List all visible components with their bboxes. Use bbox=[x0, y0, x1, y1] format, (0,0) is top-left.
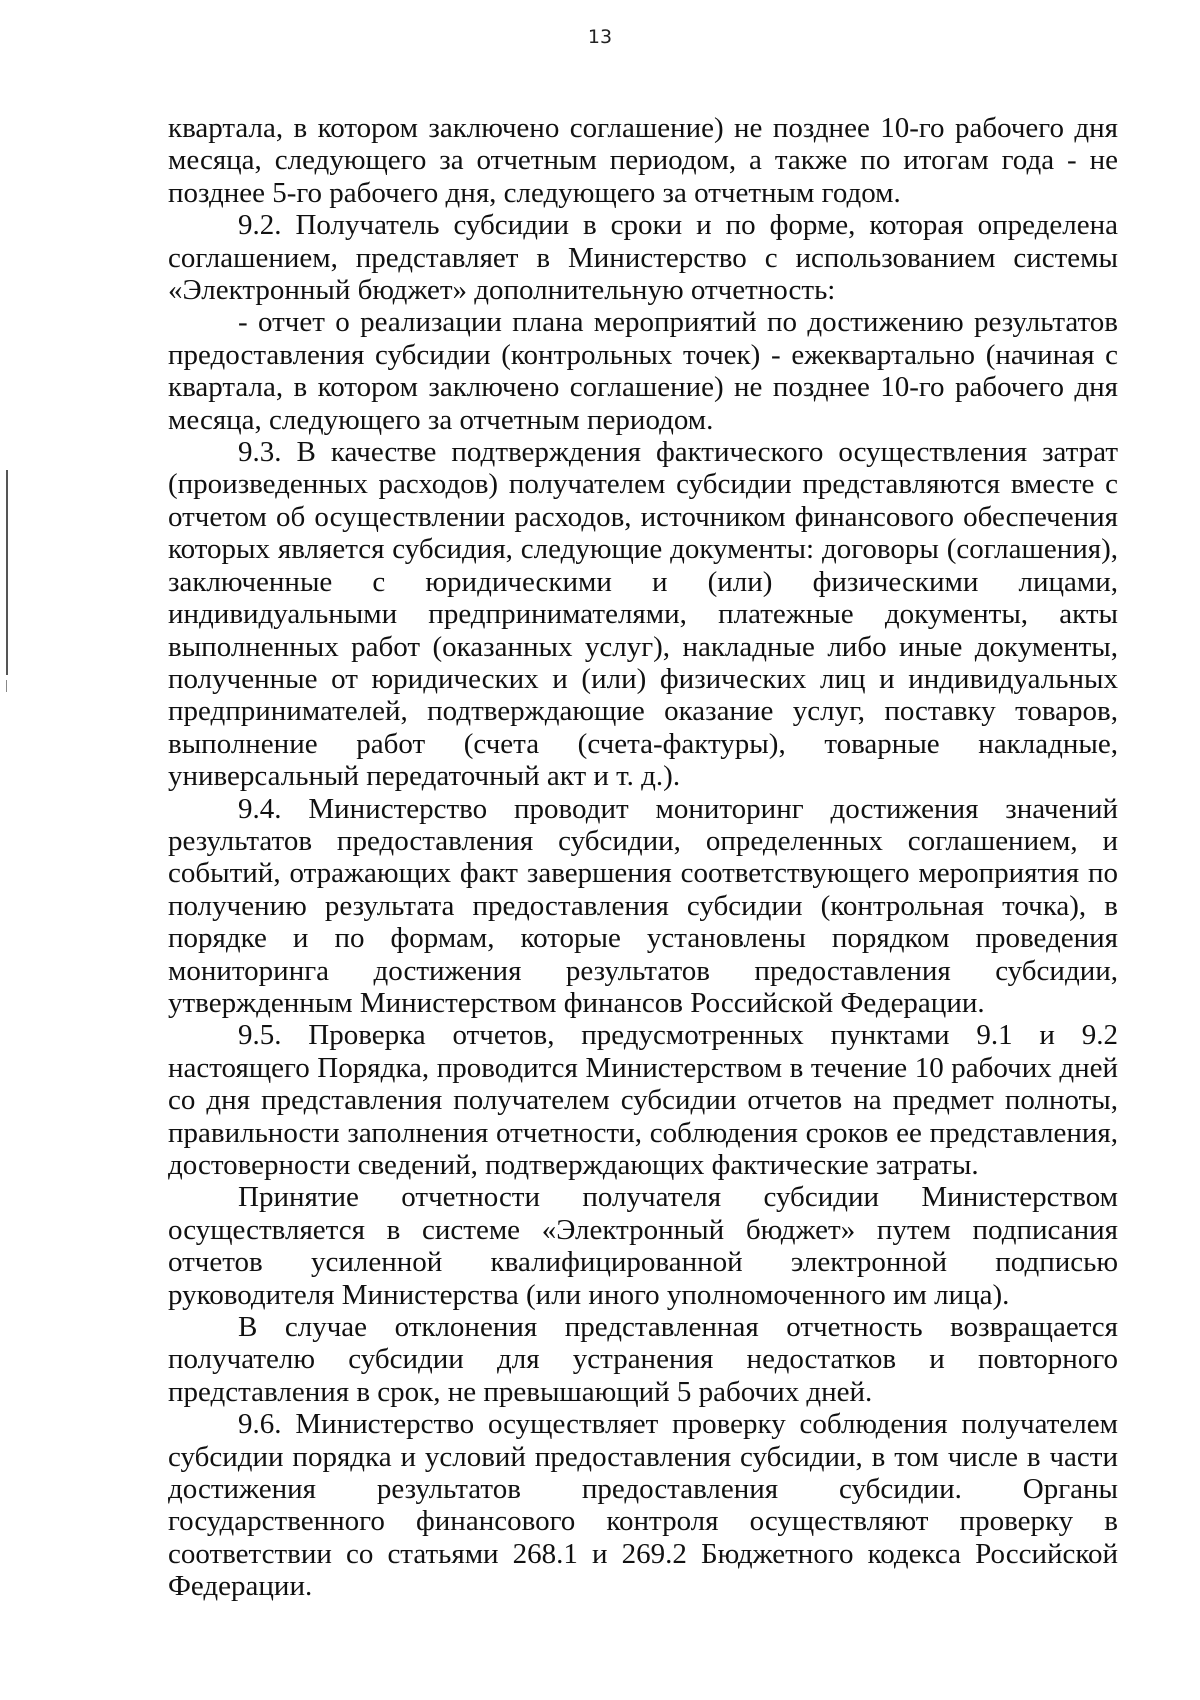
paragraph-9-5: 9.5. Проверка отчетов, предусмотренных пунктами 9.1 и 9.2 настоящего Порядка, проводится Министерством в течение 10 рабочих дней со дня представления получателем субсидии отчетов на предмет полноты, правильности заполнения отчетности, соблюдения сроков ее представления, достоверности сведений, подтверждающих фактические затраты. bbox=[168, 1019, 1118, 1181]
paragraph-9-4: 9.4. Министерство проводит мониторинг достижения значений результатов предоставления субсидии, определенных соглашением, и событий, отражающих факт завершения соответствующего мероприятия по получению результата предоставления субсидии (контрольная точка), в порядке и по формам, которые установлены порядком проведения мониторинга достижения результатов предоставления субсидии, утвержденным Министерством финансов Российской Федерации. bbox=[168, 792, 1118, 1019]
page-number: 13 bbox=[587, 26, 613, 48]
paragraph-list-item: - отчет о реализации плана мероприятий по достижению результатов предоставления субсидии (контрольных точек) - ежеквартально (начиная с квартала, в котором заключено соглашение) не позднее 10-го рабочего дня месяца, следующего за отчетным периодом. bbox=[168, 306, 1118, 436]
scan-edge-mark bbox=[6, 680, 7, 692]
paragraph-9-6: 9.6. Министерство осуществляет проверку соблюдения получателем субсидии порядка и условий предоставления субсидии, в том числе в части достижения результатов предоставления субсидии. Органы государственного финансового контроля осуществляют проверку в соответствии со статьями 268.1 и 269.2 Бюджетного кодекса Российской Федерации. bbox=[168, 1408, 1118, 1603]
scan-edge-mark bbox=[6, 470, 8, 675]
paragraph-continuation: квартала, в котором заключено соглашение) не позднее 10-го рабочего дня месяца, следующего за отчетным периодом, а также по итогам года - не позднее 5-го рабочего дня, следующего за отчетным годом. bbox=[168, 112, 1118, 209]
paragraph-rejection: В случае отклонения представленная отчетность возвращается получателю субсидии для устранения недостатков и повторного представления в срок, не превышающий 5 рабочих дней. bbox=[168, 1311, 1118, 1408]
paragraph-9-3: 9.3. В качестве подтверждения фактического осуществления затрат (произведенных расходов) получателем субсидии представляются вместе с отчетом об осуществлении расходов, источником финансового обеспечения которых является субсидия, следующие документы: договоры (соглашения), заключенные с юридическими и (или) физическими лицами, индивидуальными предпринимателями, платежные документы, акты выполненных работ (оказанных услуг), накладные либо иные документы, полученные от юридических и (или) физических лиц и индивидуальных предпринимателей, подтверждающие оказание услуг, поставку товаров, выполнение работ (счета (счета-фактуры), товарные накладные, универсальный передаточный акт и т. д.). bbox=[168, 436, 1118, 793]
paragraph-9-2: 9.2. Получатель субсидии в сроки и по форме, которая определена соглашением, представляет в Министерство с использованием системы «Электронный бюджет» дополнительную отчетность: bbox=[168, 209, 1118, 307]
paragraph-acceptance: Принятие отчетности получателя субсидии Министерством осуществляется в системе «Электронный бюджет» путем подписания отчетов усиленной квалифицированной электронной подписью руководителя Министерства (или иного уполномоченного им лица). bbox=[168, 1181, 1118, 1311]
document-body bbox=[168, 112, 1118, 1603]
